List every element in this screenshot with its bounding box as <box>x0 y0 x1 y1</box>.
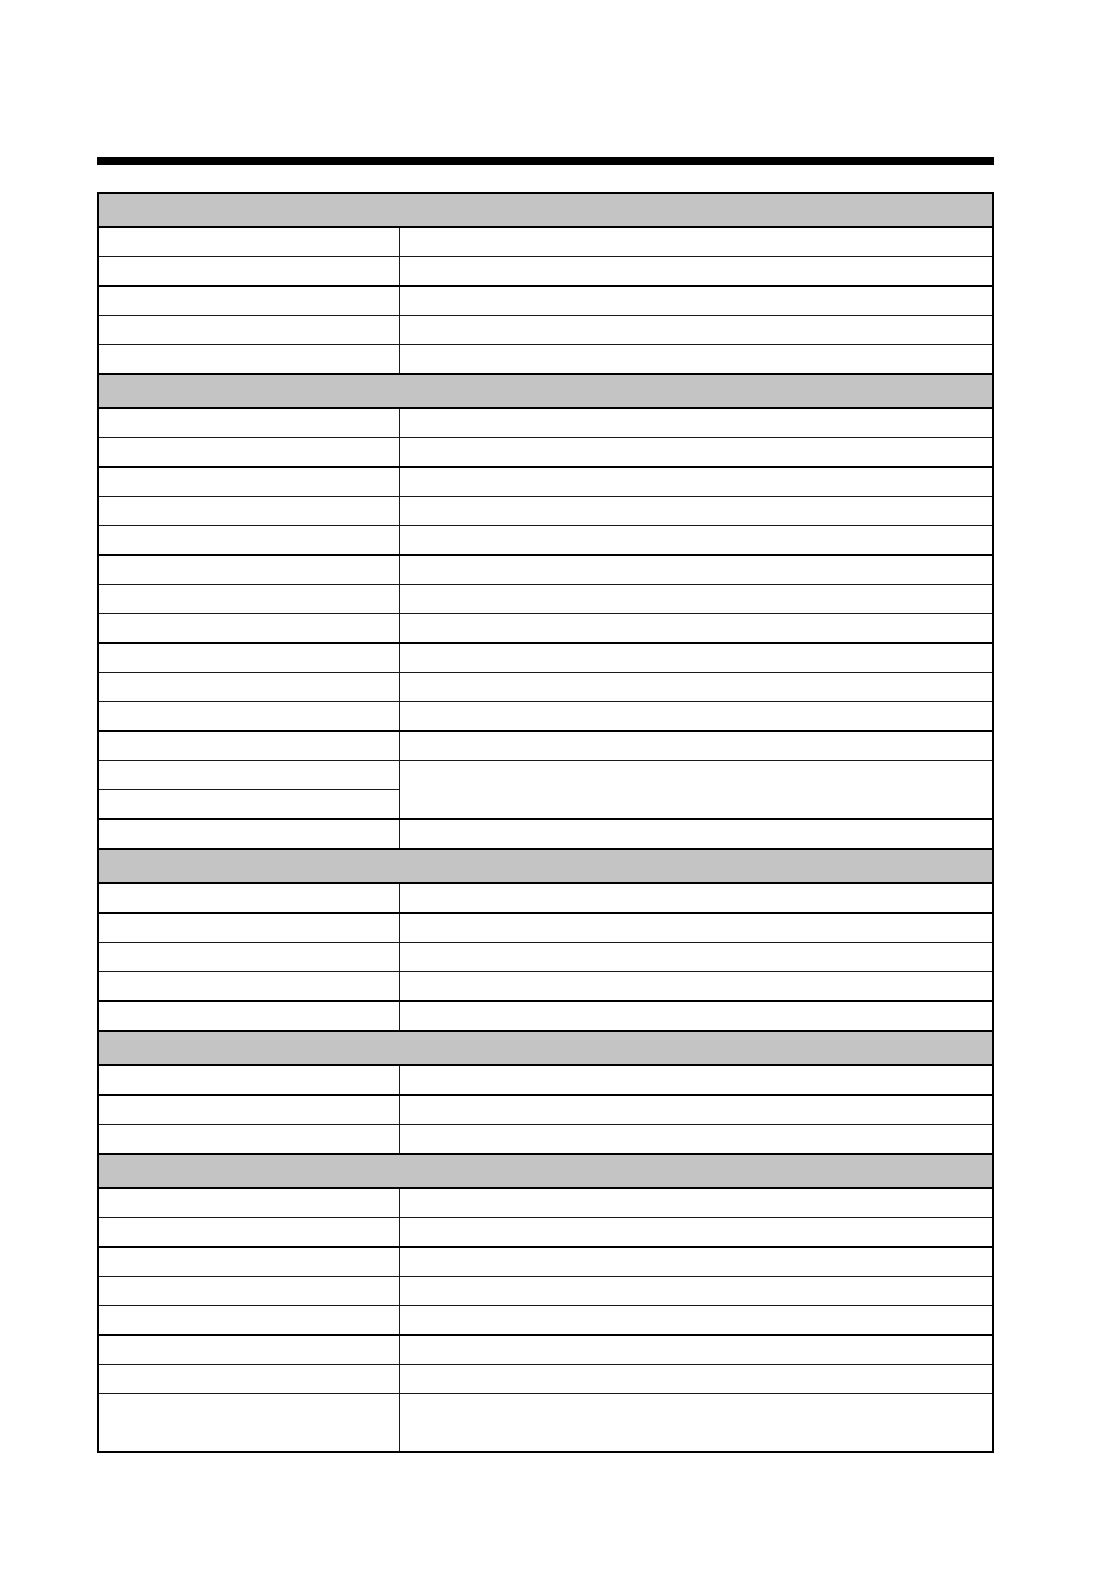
form-row <box>98 673 993 702</box>
field-label <box>98 972 399 1002</box>
section-header <box>98 849 993 883</box>
form-row <box>98 467 993 497</box>
field-value[interactable] <box>399 1001 993 1031</box>
form-row <box>98 1277 993 1306</box>
field-label <box>98 1095 399 1125</box>
form-row <box>98 702 993 732</box>
form-row <box>98 555 993 585</box>
form-row <box>98 1065 993 1095</box>
form-row <box>98 1365 993 1394</box>
field-value[interactable] <box>399 643 993 673</box>
field-label <box>98 643 399 673</box>
form-row <box>98 227 993 257</box>
field-label <box>98 761 399 790</box>
form-row <box>98 585 993 614</box>
field-value[interactable] <box>399 408 993 438</box>
form-row <box>98 972 993 1002</box>
field-value[interactable] <box>399 819 993 849</box>
field-label <box>98 1394 399 1453</box>
field-label <box>98 1218 399 1248</box>
form-row <box>98 1095 993 1125</box>
field-value[interactable] <box>399 467 993 497</box>
field-value[interactable] <box>399 438 993 468</box>
spec-form-table <box>97 192 994 1453</box>
field-label <box>98 467 399 497</box>
field-value[interactable] <box>399 497 993 526</box>
field-label <box>98 702 399 732</box>
form-row <box>98 316 993 345</box>
form-row <box>98 286 993 316</box>
section-header <box>98 1031 993 1065</box>
field-value[interactable] <box>399 883 993 913</box>
field-label <box>98 257 399 287</box>
form-row <box>98 408 993 438</box>
field-label <box>98 883 399 913</box>
field-label <box>98 1335 399 1365</box>
field-value[interactable] <box>399 972 993 1002</box>
section-title <box>98 849 993 883</box>
field-value[interactable] <box>399 1277 993 1306</box>
field-label <box>98 555 399 585</box>
field-value[interactable] <box>399 555 993 585</box>
form-row <box>98 731 993 761</box>
field-value[interactable] <box>399 1218 993 1248</box>
field-label <box>98 408 399 438</box>
field-label <box>98 1065 399 1095</box>
field-value[interactable] <box>399 1125 993 1155</box>
field-value[interactable] <box>399 585 993 614</box>
field-label <box>98 819 399 849</box>
field-value[interactable] <box>399 1188 993 1218</box>
field-value[interactable] <box>399 257 993 287</box>
field-label <box>98 585 399 614</box>
field-value[interactable] <box>399 526 993 556</box>
form-row <box>98 761 993 790</box>
field-label <box>98 673 399 702</box>
field-label <box>98 438 399 468</box>
form-row <box>98 438 993 468</box>
form-row <box>98 257 993 287</box>
section-header <box>98 1154 993 1188</box>
field-value[interactable] <box>399 1065 993 1095</box>
field-label <box>98 286 399 316</box>
field-label <box>98 227 399 257</box>
field-value[interactable] <box>399 913 993 943</box>
form-row <box>98 1335 993 1365</box>
field-label <box>98 1306 399 1336</box>
field-label <box>98 345 399 375</box>
field-label <box>98 614 399 644</box>
field-label <box>98 526 399 556</box>
form-row <box>98 1394 993 1453</box>
field-value[interactable] <box>399 673 993 702</box>
form-row <box>98 943 993 972</box>
field-label <box>98 1247 399 1277</box>
field-label <box>98 943 399 972</box>
field-value[interactable] <box>399 1095 993 1125</box>
field-value[interactable] <box>399 943 993 972</box>
form-row <box>98 1125 993 1155</box>
field-label <box>98 1365 399 1394</box>
form-row <box>98 614 993 644</box>
field-value[interactable] <box>399 227 993 257</box>
field-label <box>98 913 399 943</box>
field-label <box>98 1125 399 1155</box>
section-header <box>98 374 993 408</box>
section-title <box>98 1031 993 1065</box>
form-row <box>98 1188 993 1218</box>
top-rule <box>97 157 994 165</box>
field-label <box>98 1001 399 1031</box>
field-label <box>98 316 399 345</box>
section-title <box>98 1154 993 1188</box>
field-value[interactable] <box>399 1335 993 1365</box>
form-row <box>98 819 993 849</box>
field-label <box>98 1277 399 1306</box>
form-row <box>98 497 993 526</box>
field-value[interactable] <box>399 316 993 345</box>
field-label <box>98 497 399 526</box>
form-row <box>98 643 993 673</box>
field-value[interactable] <box>399 286 993 316</box>
field-label <box>98 1188 399 1218</box>
field-value-merged[interactable] <box>399 761 993 820</box>
field-value[interactable] <box>399 1365 993 1394</box>
field-value[interactable] <box>399 1306 993 1336</box>
field-value[interactable] <box>399 731 993 761</box>
section-title <box>98 374 993 408</box>
form-row <box>98 345 993 375</box>
field-label <box>98 790 399 820</box>
form-row <box>98 1247 993 1277</box>
field-value[interactable] <box>399 614 993 644</box>
form-row <box>98 1001 993 1031</box>
section-title <box>98 193 993 227</box>
field-value[interactable] <box>399 1394 993 1453</box>
field-value[interactable] <box>399 345 993 375</box>
field-label <box>98 731 399 761</box>
field-value[interactable] <box>399 702 993 732</box>
form-row <box>98 883 993 913</box>
form-row <box>98 913 993 943</box>
section-header <box>98 193 993 227</box>
field-value[interactable] <box>399 1247 993 1277</box>
form-row <box>98 1218 993 1248</box>
form-row <box>98 526 993 556</box>
form-row <box>98 1306 993 1336</box>
